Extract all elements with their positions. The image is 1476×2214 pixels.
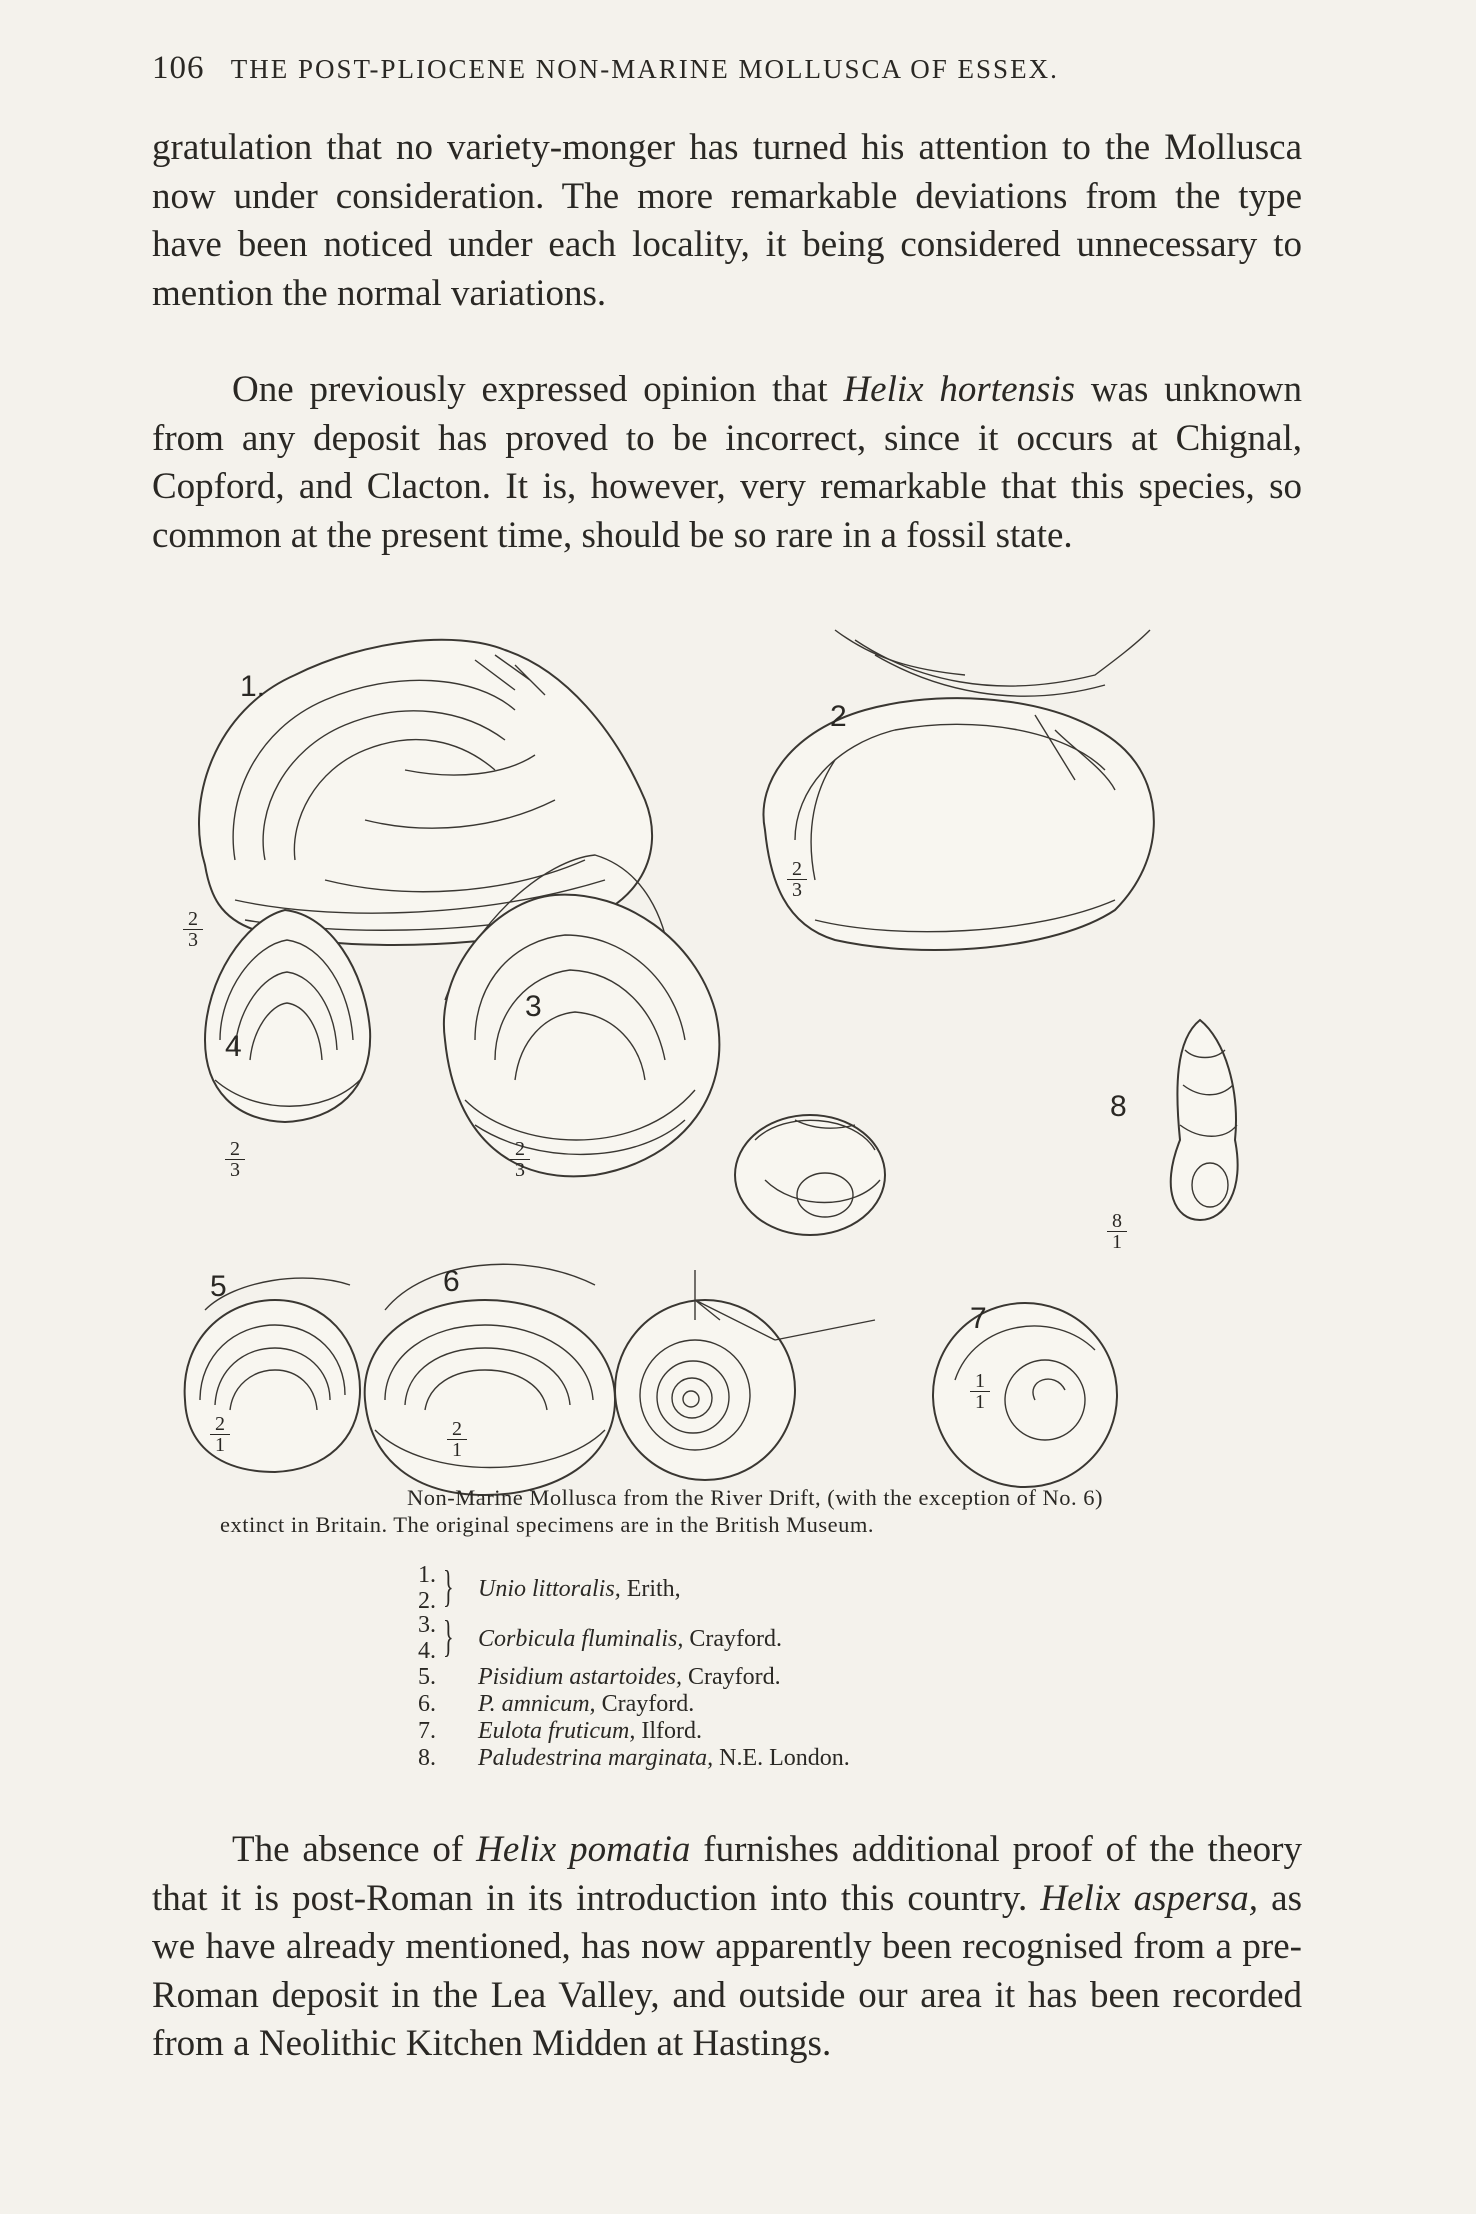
legend-row-7: 7. Eulota fruticum, Ilford. (418, 1718, 702, 1744)
legend-number: 2. (418, 1588, 436, 1614)
species-legend (418, 1564, 1118, 1772)
paragraph-1: gratulation that no variety-monger has turned his attention to the Mollusca now under consideration. The more remarkable deviations from the type have been noticed under each locality, it being considered unnecessary to mention the normal variations. (152, 127, 1302, 314)
figure-label-5: 5 (210, 1270, 227, 1303)
species-helix-pomatia: Helix pomatia (476, 1829, 691, 1870)
mollusca-figure (175, 620, 1275, 1510)
legend-text: Unio littoralis, Erith, (478, 1576, 681, 1602)
figure-label-6: 6 (443, 1265, 460, 1298)
scale-8: 8 1 (1107, 1212, 1127, 1251)
figure-caption (220, 1484, 1250, 1538)
legend-row-5: 5. Pisidium astartoides, Crayford. (418, 1664, 781, 1690)
legend-row-8: 8. Paludestrina marginata, N.E. London. (418, 1745, 850, 1771)
paragraph-2 (152, 366, 1302, 560)
legend-row-6: 6. P. amnicum, Crayford. (418, 1691, 695, 1717)
scale-7: 1 1 (970, 1372, 990, 1411)
scale-2: 2 3 (787, 860, 807, 899)
caption-line-1: Non-Marine Mollusca from the River Drift, (with the exception of No. 6) (407, 1485, 1103, 1510)
figure-label-2: 2 (830, 700, 847, 733)
running-title: THE POST-PLIOCENE NON-MARINE MOLLUSCA OF ESSEX. (230, 54, 1059, 84)
legend-number: 1. (418, 1562, 436, 1588)
figure-label-4: 4 (225, 1030, 242, 1063)
legend-number: 4. (418, 1638, 436, 1664)
p2-text-a: One previously expressed opinion that (232, 369, 844, 410)
shell-2-drawing (763, 630, 1153, 950)
shell-7c-drawing (933, 1303, 1117, 1487)
legend-text: Corbicula fluminalis, Crayford. (478, 1626, 782, 1652)
caption-line-2: extinct in Britain. The original specimens are in the British Museum. (220, 1512, 874, 1537)
scale-3: 2 3 (510, 1140, 530, 1179)
shell-7b-drawing (615, 1300, 795, 1480)
p2-species: Helix hortensis (843, 369, 1076, 410)
p2-text-b: was unknown from any deposit has proved to be incorrect, since it occurs at Chignal, Copford, and Clacton. It is, however, very remarkable that this species, so common at the present time, should be so rare in a fossil state. (152, 369, 1302, 556)
figure-label-7: 7 (970, 1302, 987, 1335)
page-number: 106 (152, 50, 205, 86)
shell-7a-drawing (735, 1115, 885, 1235)
legend-number: 3. (418, 1612, 436, 1638)
figure-label-3: 3 (525, 990, 542, 1023)
shell-illustrations (175, 620, 1275, 1510)
running-header (152, 50, 1332, 87)
species-helix-aspersa: Helix aspersa, (1040, 1877, 1259, 1919)
scale-4: 2 3 (225, 1140, 245, 1179)
figure-label-1: 1. (240, 670, 266, 703)
paragraph-3: The absence of Helix pomatia furnishes additional proof of the theory that it is post-Roman in its introduction into this country. Helix aspersa, as we have already mentioned, has now apparently been recognised from a pre-Roman deposit in the Lea Valley, and outside our area it has been recorded from a Neolithic Kitchen Midden at Hastings. (152, 1829, 1303, 2064)
scale-6: 2 1 (447, 1420, 467, 1459)
legend-group-1 (418, 1564, 1118, 1614)
figure-label-8: 8 (1110, 1090, 1127, 1123)
scale-1: 2 3 (183, 910, 203, 949)
legend-group-2 (418, 1614, 1118, 1664)
shell-8-drawing (1171, 1020, 1238, 1220)
shell-6-drawing (365, 1264, 615, 1495)
brace: } (443, 1612, 454, 1661)
scale-5: 2 1 (210, 1415, 230, 1454)
brace: } (443, 1562, 454, 1611)
